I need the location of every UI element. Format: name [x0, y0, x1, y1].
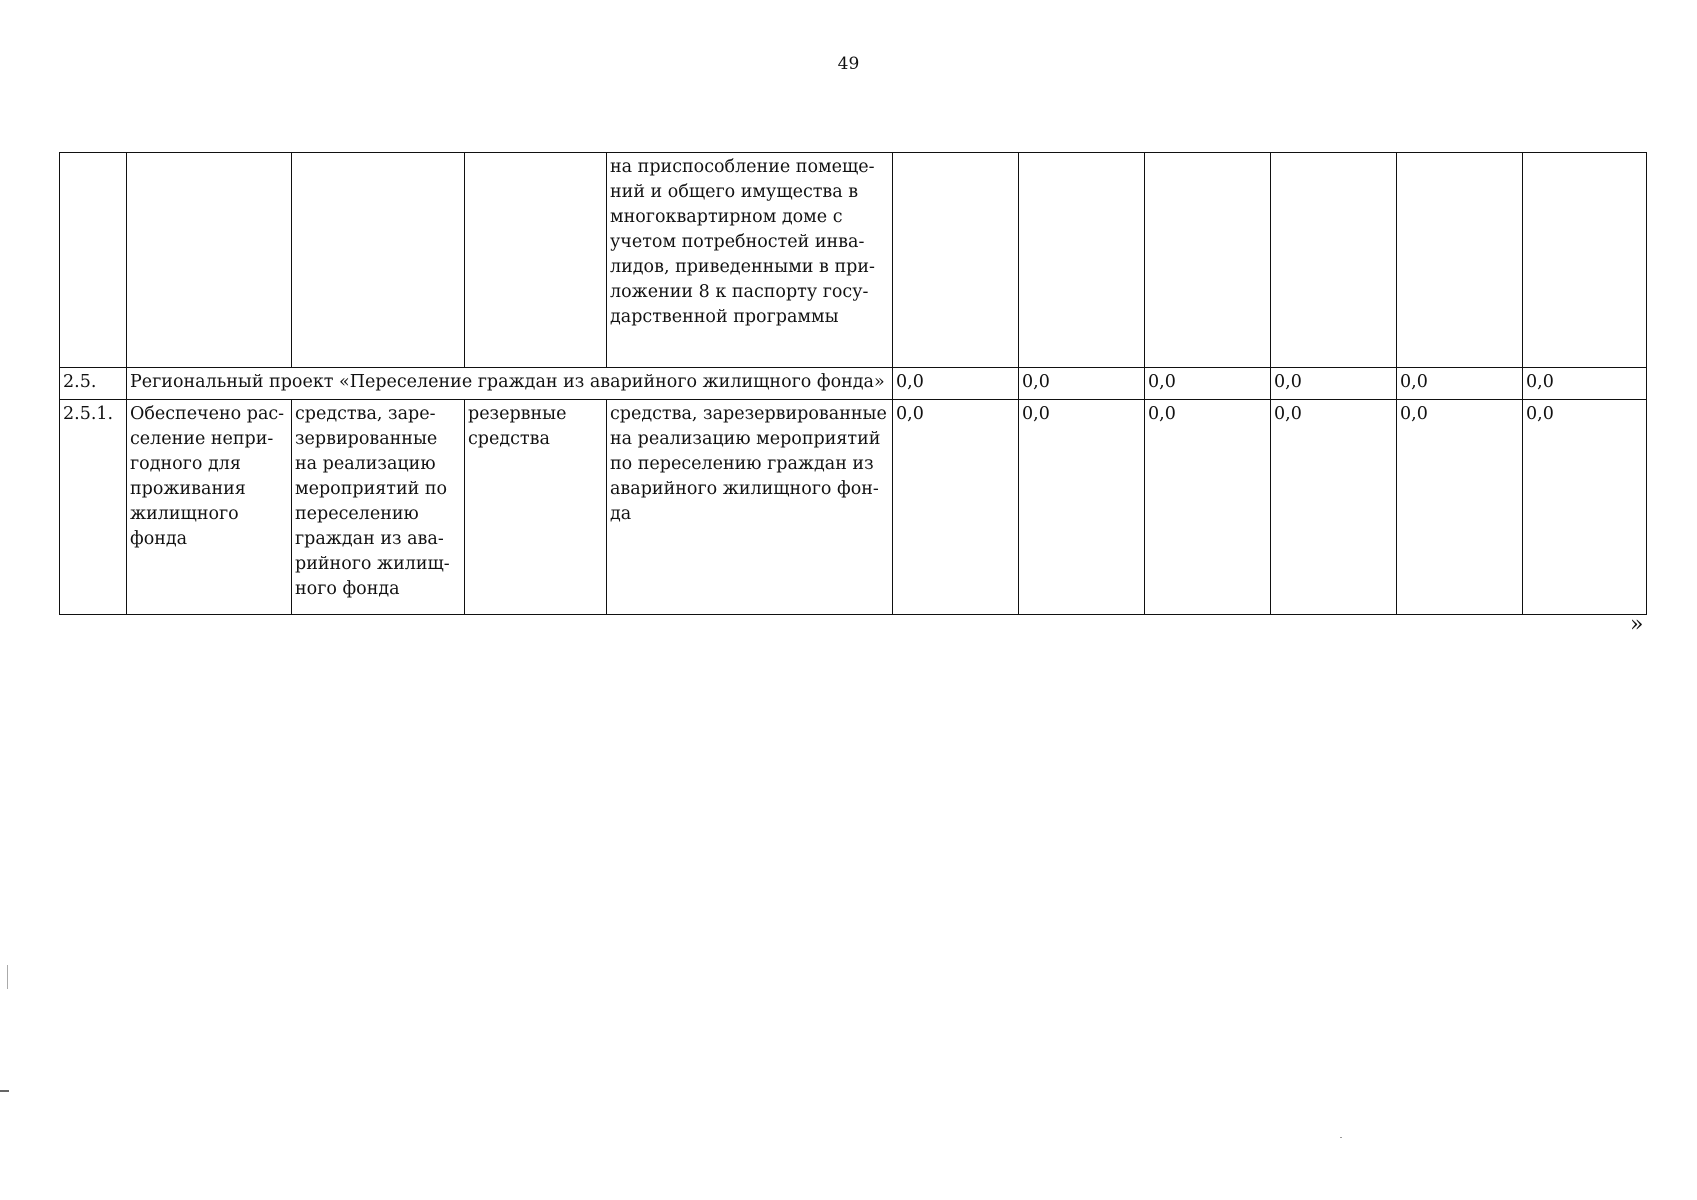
text-line: дарственной программы [610, 307, 839, 327]
cell-value: 0,0 [1523, 368, 1647, 400]
scan-artifact [0, 1090, 9, 1092]
cell-value: 0,0 [1271, 368, 1397, 400]
text-line: жилищного [130, 504, 239, 524]
cell-value: 0,0 [1019, 400, 1145, 615]
cell-value: 0,0 [1397, 400, 1523, 615]
text-line: мероприятий по [295, 479, 448, 499]
text-line: годного для [130, 454, 241, 474]
text-line: на реализацию [295, 454, 436, 474]
cell-value [1523, 153, 1647, 368]
text-line: проживания [130, 479, 246, 499]
cell-source [465, 400, 607, 615]
text-line: зервированные [295, 429, 438, 449]
text-line: по переселению граждан из [610, 454, 874, 474]
cell-value [893, 153, 1019, 368]
text-line: учетом потребностей инва- [610, 232, 865, 252]
page-number: 49 [837, 54, 860, 74]
text-line: ложении 8 к паспорту госу- [610, 282, 869, 302]
cell-value: 0,0 [1019, 368, 1145, 400]
text-line: рийного жилищ- [295, 554, 450, 574]
cell-project-title: Региональный проект «Переселение граждан из аварийного жилищного фонда» [127, 368, 893, 400]
text-line: селение непри- [130, 429, 274, 449]
cell-value: 0,0 [893, 400, 1019, 615]
cell-value [1019, 153, 1145, 368]
text-line: резервные [468, 404, 567, 424]
text-line: фонда [130, 529, 188, 549]
cell-number: 2.5. [60, 368, 127, 400]
closing-quote: » [1630, 612, 1644, 637]
cell-result [127, 400, 292, 615]
text-line: аварийного жилищного фон- [610, 479, 879, 499]
text-line: средства, зарезервированные [610, 404, 887, 424]
cell-value [1397, 153, 1523, 368]
cell-value: 0,0 [1271, 400, 1397, 615]
text-line: ного фонда [295, 579, 400, 599]
text-line: на реализацию мероприятий [610, 429, 881, 449]
cell-funds [292, 400, 465, 615]
scan-artifact [1340, 1137, 1342, 1138]
cell-number [60, 153, 127, 368]
cell-value: 0,0 [893, 368, 1019, 400]
text-line: многоквартирном доме с [610, 207, 843, 227]
table-row-2-5-1 [60, 400, 1647, 615]
text-line: граждан из ава- [295, 529, 444, 549]
scan-artifact [7, 965, 8, 989]
text-line: Обеспечено рас- [130, 404, 285, 424]
text-line: средства, заре- [295, 404, 436, 424]
cell-value: 0,0 [1523, 400, 1647, 615]
cell-value: 0,0 [1397, 368, 1523, 400]
table-row-continuation [60, 153, 1647, 368]
table-row-2-5 [60, 368, 1647, 400]
text-line: ний и общего имущества в [610, 182, 859, 202]
cell-source [465, 153, 607, 368]
cell-value: 0,0 [1145, 400, 1271, 615]
cell-value: 0,0 [1145, 368, 1271, 400]
cell-direction [607, 400, 893, 615]
text-line: средства [468, 429, 550, 449]
cell-value [1145, 153, 1271, 368]
cell-number: 2.5.1. [60, 400, 127, 615]
cell-result [127, 153, 292, 368]
cell-value [1271, 153, 1397, 368]
text-line: да [610, 504, 632, 524]
text-line: переселению [295, 504, 419, 524]
cell-direction [607, 153, 893, 368]
budget-table [59, 152, 1647, 615]
text-line: на приспособление помеще- [610, 157, 875, 177]
cell-funds [292, 153, 465, 368]
text-line: лидов, приведенными в при- [610, 257, 875, 277]
